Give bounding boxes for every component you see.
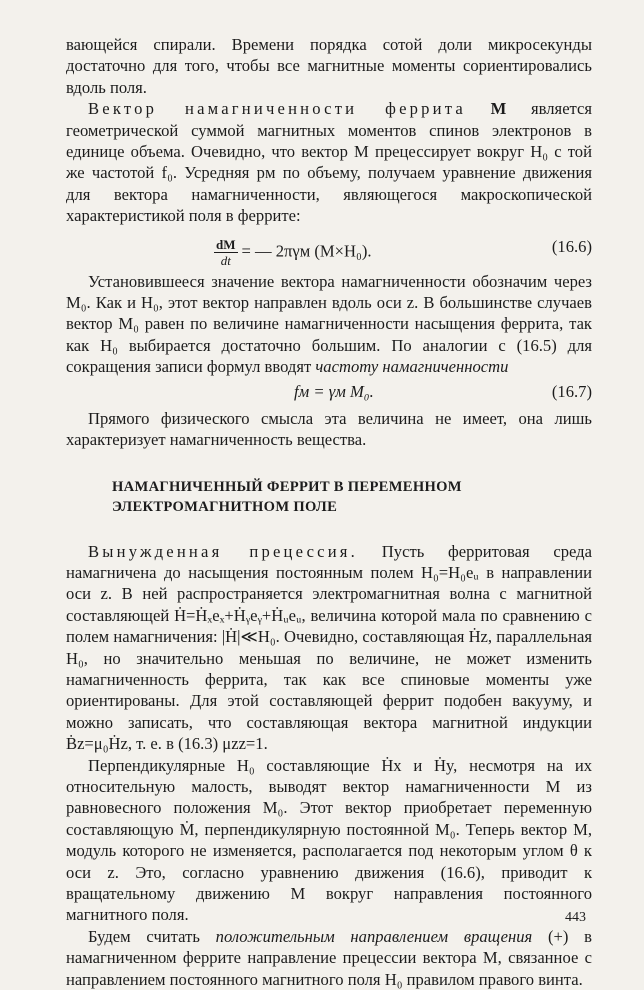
heading-line-1: НАМАГНИЧЕННЫЙ ФЕРРИТ В ПЕРЕМЕННОМ — [112, 478, 462, 495]
equation-number: (16.6) — [551, 236, 592, 256]
paragraph-text: Будем считать — [88, 926, 200, 946]
vector-m: M — [490, 99, 507, 119]
paragraph-magnetization-vector — [66, 98, 592, 226]
equation-number: (16.7) — [551, 381, 592, 401]
fraction-denominator: dt — [220, 252, 231, 268]
paragraph-continuation: вающейся спирали. Времени порядка сотой доли микросекунды достаточно для того, чтобы все магнитные моменты сориентировались вдоль поля. — [66, 35, 592, 97]
paragraph-perpendicular-components: Перпендикулярные H₀ составляющие Ḣx и Ḣy, несмотря на их относительную малость, выводят вектор намагниченности M из равновесного положения M₀. Этот вектор приобретает переменную составляющую Ṁ, перпендикулярную постоянной M₀. Теперь вектор M, модуль которого не изменяется, располагается под некоторым углом θ к оси z. Это, согласно уравнению движения (16.6), приводит к вращательному движению M вокруг направления постоянного магнитного поля. — [66, 755, 592, 925]
page-number: 443 — [565, 910, 586, 925]
equation-rhs: = — 2πγм (M×H₀). — [241, 240, 372, 260]
paragraph-text: (+) в намагниченном феррите направление прецессии вектора M, связанное с направлением постоянного магнитного поля H₀ правилом правого винта. — [66, 926, 592, 989]
equation-expression — [214, 237, 372, 268]
fraction-numerator: dM — [216, 236, 236, 252]
spaced-lead: Вынужденная прецессия. — [88, 541, 358, 561]
heading-line-2: ЭЛЕКТРОМАГНИТНОМ ПОЛЕ — [112, 498, 338, 515]
paragraph-text: является геометрической суммой магнитных моментов спинов электронов в единице объема. Очевидно, что вектор M прецессирует вокруг H₀ с той же частотой f₀. Усредняя pм по объему, получаем уравнение движения для вектора намагниченности, являющегося макроскопической характеристикой поля в феррите: — [66, 99, 593, 226]
spaced-lead: Вектор намагниченности феррита — [88, 99, 466, 119]
paragraph-physical-meaning: Прямого физического смысла эта величина не имеет, она лишь характеризует намагниченность вещества. — [66, 408, 592, 450]
paragraph-text: Пусть ферритовая среда намагничена до насыщения постоянным полем H₀=H₀eᵤ в направлении оси z. В ней распространяется электромагнитная волна с магнитной составляющей Ḣ=Ḣₓeₓ+Ḣᵧeᵧ+Ḣᵤeᵤ, величина которой мала по сравнению с полем намагничения: |Ḣ|≪H₀. Очевидно, составляющая Ḣz, параллельная H₀, но значительно меньшая по величине, не может изменить намагниченность феррита, так как все спиновые моменты уже ориентированы. Для этой составляющей феррит подобен вакууму, и можно записать, что составляющая вектора магнитной индукции Ḃz=μ₀Ḣz, т. е. в (16.3) μzz=1. — [66, 541, 592, 754]
paragraph-steady-state — [66, 271, 592, 378]
section-heading — [112, 477, 592, 517]
derivative-fraction — [214, 237, 238, 268]
equation-expression: fм = γм M₀. — [294, 381, 374, 401]
italic-term: положительным направлением вращения — [215, 926, 533, 946]
equation-16-6 — [66, 231, 592, 268]
italic-term: частоту намагниченности — [315, 357, 509, 377]
paragraph-forced-precession — [66, 541, 592, 755]
equation-16-7 — [66, 380, 592, 406]
paragraph-text: Установившееся значение вектора намагниченности обозначим через M₀. Как и H₀, этот вектор направлен вдоль оси z. В большинстве случаев вектор M₀ равен по величине намагниченности насыщения феррита, так как H₀ выбирается достаточно большим. По аналогии с (16.5) для сокращения записи формул вводят — [66, 271, 592, 377]
paragraph-positive-direction — [66, 926, 592, 990]
